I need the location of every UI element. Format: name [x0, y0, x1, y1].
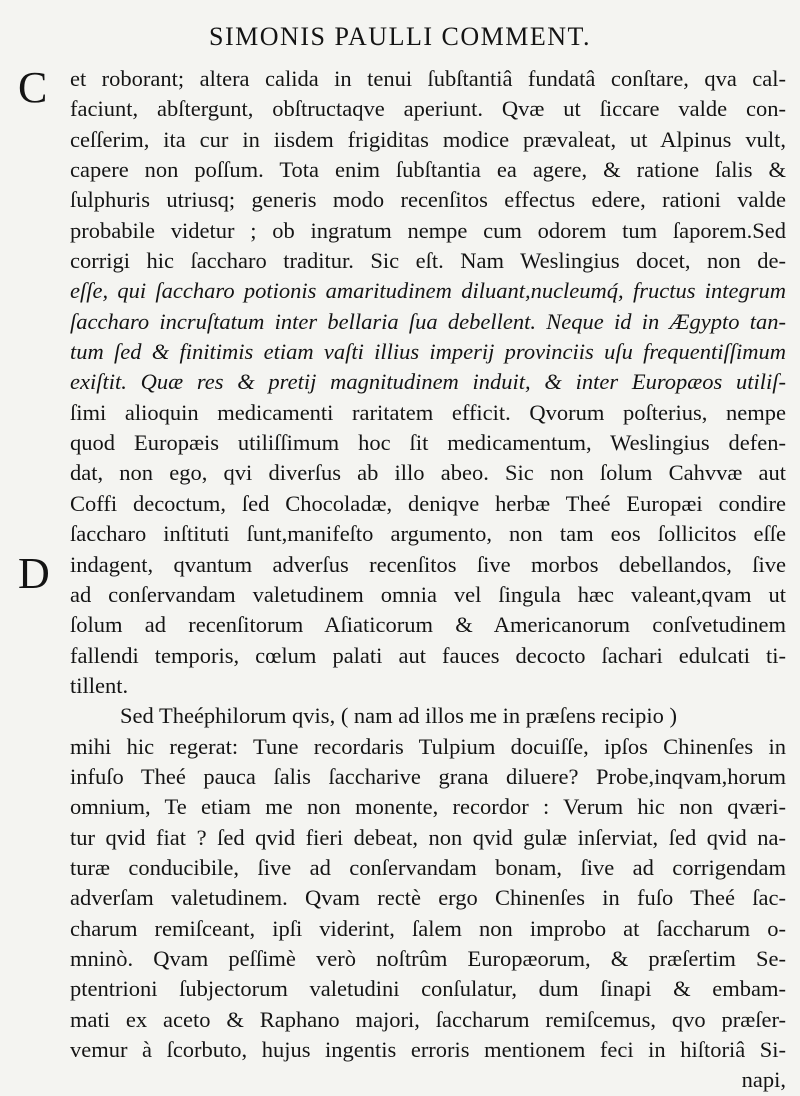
text-line: ſimi alioquin medicamenti raritatem efficit. Qvorum poſterius, nempe — [70, 399, 786, 425]
text-line: et roborant; altera calida in tenui ſubſtantiâ fundatâ conſtare, qva cal- — [70, 66, 786, 91]
text-line: ſulphuris utriusq; generis modo recenſitos effectus edere, rationi valde — [70, 187, 786, 213]
text-line: mati ex aceto & Raphano majori, ſaccharum remiſcemus, qvo præſer- — [70, 1006, 786, 1032]
text-line: charum remiſceant, ipſi viderint, ſalem non improbo at ſaccharum o- — [70, 915, 786, 941]
text-line: omnium, Te etiam me non monente, recordor : Verum hic non qværi- — [70, 794, 786, 820]
text-line: dat, non ego, qvi diverſus ab illo abeo. Sic non ſolum Cahvvæ aut — [70, 460, 786, 486]
text-line: capere non poſſum. Tota enim ſubſtantia ea agere, & ratione ſalis & — [70, 157, 786, 183]
text-line: exiſtit. Quæ res & pretij magnitudinem induit, & inter Europæos utiliſ- — [70, 369, 786, 395]
text-line: mihi hic regerat: Tune recordaris Tulpium docuiſſe, ipſos Chinenſes in — [70, 733, 786, 759]
text-line: Coffi decoctum, ſed Chocoladæ, deniqve herbæ Theé Europæi condire — [70, 490, 786, 516]
text-line: Sed Theéphilorum qvis, ( nam ad illos me in præſens recipio ) — [120, 703, 677, 729]
text-line: tum ſed & finitimis etiam vaſti illius imperij provinciis uſu frequentiſſimum — [70, 339, 786, 365]
text-line: vemur à ſcorbuto, hujus ingentis erroris mentionem feci in hiſtoriâ Si- — [70, 1037, 786, 1062]
text-line: ptentrioni ſubjectorum valetudini conſulatur, dum ſinapi & embam- — [70, 976, 786, 1002]
margin-letter-c: C — [18, 63, 48, 112]
margin-letter-d: D — [18, 549, 50, 598]
text-line: ſaccharo incruſtatum inter bellaria ſua debellent. Neque id in Ægypto tan- — [70, 308, 786, 334]
text-line: fallendi temporis, cœlum palati aut fauces decocto ſachari edulcati ti- — [70, 642, 786, 668]
text-line: corrigi hic ſaccharo traditur. Sic eſt. Nam Weslingius docet, non de- — [70, 248, 786, 274]
text-line: indagent, qvantum adverſus recenſitos ſive morbos debellandos, ſive — [70, 551, 786, 577]
text-line: eſſe, qui ſaccharo potionis amaritudinem diluant,nucleumq́, fructus integrum — [70, 278, 786, 304]
text-line: infuſo Theé pauca ſalis ſaccharive grana diluere? Probe,inqvam,horum — [70, 763, 786, 789]
running-header: SIMONIS PAULLI COMMENT. — [209, 22, 591, 51]
body-text — [70, 64, 786, 1096]
text-line: faciunt, abſtergunt, obſtructaqve aperiunt. Qvæ ut ſiccare valde con- — [70, 96, 786, 122]
text-line: ceſſerim, ita cur in iisdem frigiditas modice prævaleat, ut Alpinus vult, — [70, 126, 786, 152]
text-line: ſolum ad recenſitorum Aſiaticorum & Americanorum conſvetudinem — [70, 612, 786, 638]
text-line: mninò. Qvam peſſimè verò noſtrûm Europæorum, & præſertim Se- — [70, 945, 786, 971]
text-line: ſaccharo inſtituti ſunt,manifeſto argumento, non tam eos ſollicitos eſſe — [70, 521, 786, 547]
text-line: adverſam valetudinem. Qvam rectè ergo Chinenſes in fuſo Theé ſac- — [70, 885, 786, 911]
text-line: turæ conducibile, ſive ad conſervandam bonam, ſive ad corrigendam — [70, 854, 786, 880]
text-line: napi, — [741, 1067, 786, 1093]
text-line: quod Europæis utiliſſimum hoc ſit medicamentum, Weslingius defen- — [70, 430, 786, 456]
text-line: ad conſervandam valetudinem omnia vel ſingula hæc valeant,qvam ut — [70, 581, 786, 607]
text-line: probabile videtur ; ob ingratum nempe cum odorem tum ſaporem.Sed — [70, 217, 786, 243]
text-line: tur qvid fiat ? ſed qvid fieri debeat, non qvid gulæ inſerviat, ſed qvid na- — [70, 824, 786, 850]
text-line: tillent. — [70, 672, 129, 698]
